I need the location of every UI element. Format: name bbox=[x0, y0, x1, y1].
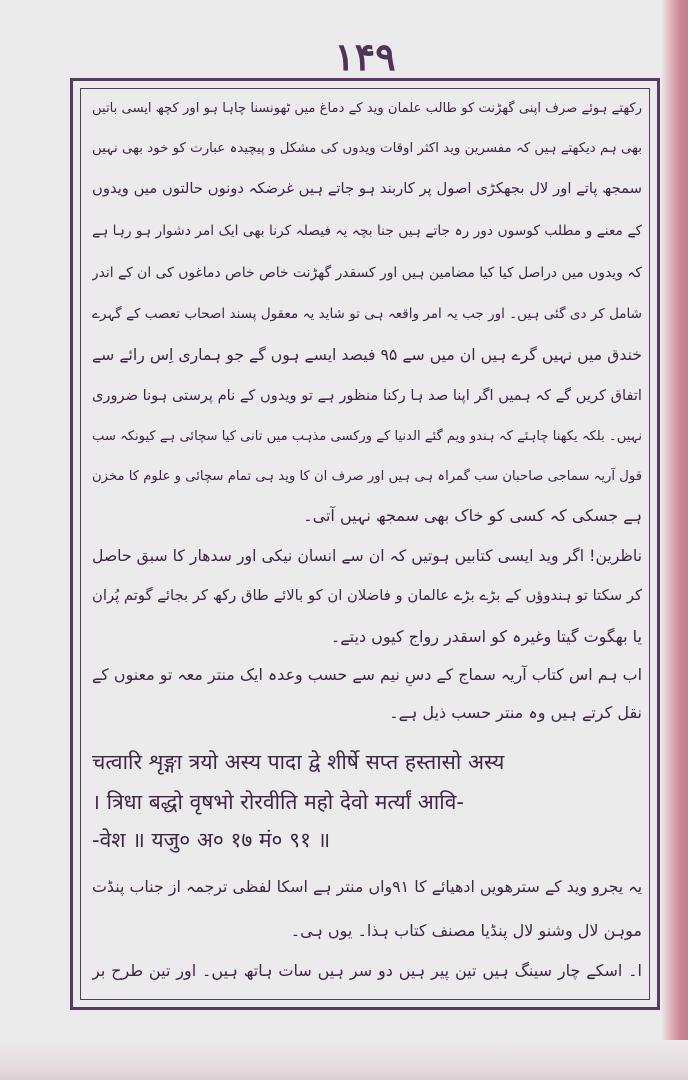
urdu-text-line-2: بھی ہم دیکھتے ہیں کہ مفسرین وید اکثر اوقات ویدوں کی مشکل و پیچیدہ عبارت کو خود بھی نہیں bbox=[92, 141, 642, 156]
urdu-text-line-3: سمجھ پاتے اور لال بجھکڑی اصول پر کاربند ہو جاتے ہیں غرضکہ دونوں حالتوں میں ویدوں bbox=[92, 180, 642, 197]
urdu-text-line-1: رکھتے ہوئے صرف اپنی گھڑنت کو طالب علمان وید کے دماغ میں ٹھونسنا چاہا ہو اور کچھ ایسی باتیں bbox=[92, 101, 642, 116]
urdu-footer-line-1: یہ یجرو وید کے سترھویں ادھیائے کا ۹۱واں منتر ہے اسکا لفظی ترجمہ از جناب پنڈت bbox=[92, 877, 642, 896]
urdu-text-line-8: اتفاق کریں گے کہ ہمیں اگر اپنا صد ہا رکنا منظور ہے تو ویدوں کے نام پرستی ہونا ضروری bbox=[92, 387, 642, 404]
page-bottom-margin bbox=[0, 1040, 688, 1080]
urdu-footer-line-2: موہن لال وشنو لال پنڈیا مصنف کتاب ہذا۔ یوں ہی۔ bbox=[290, 921, 642, 940]
mantra-line-1: चत्वारि शृङ्गा त्रयो अस्य पादा द्वे शीर्षे सप्त हस्तासो अस्य bbox=[92, 750, 505, 774]
urdu-text-line-7: خندق میں نہیں گرے ہیں ان میں سے ۹۵ فیصد ایسے ہوں گے جو ہماری اِس رائے سے bbox=[92, 345, 642, 364]
page-number: ۱۴۹ bbox=[334, 34, 396, 79]
urdu-text-line-11: ہے جسکی کہ کسی کو خاک بھی سمجھ نہیں آتی۔ bbox=[303, 506, 642, 525]
urdu-text-line-9: نہیں۔ بلکہ یکھنا چاہئے کہ ہندو ویم گئے الدنیا کے ورکسی مذہب میں تانی کیا سچائی ہے کیونکہ سب bbox=[92, 429, 642, 444]
urdu-text-line-5: کہ ویدوں میں دراصل کیا کیا مضامین ہیں اور کسقدر گھڑنت خاص خاص دماغوں کی ان کے اندر bbox=[92, 265, 642, 281]
urdu-text-line-10: قول آریہ سماجی صاحبان سب گمراہ ہی ہیں اور صرف ان کا وید ہی تمام سچائی و علوم کا مخزن bbox=[92, 469, 642, 484]
urdu-text-line-6: شامل کر دی گئی ہیں۔ اور جب یہ امر واقعہ ہی تو شاید یہ معقول پسند اصحاب تعصب کے گہرے bbox=[92, 306, 642, 322]
urdu-text-line-12: ناظرین! اگر وید ایسی کتابیں ہوتیں کہ ان سے انسان نیکی اور سدھار کا سبق حاصل bbox=[92, 546, 642, 565]
mantra-line-3: -वेश ॥ यजु० अ० १७ मं० ९१ ॥ bbox=[92, 828, 331, 852]
urdu-text-line-13: کر سکتا تو ہندوؤں کے بڑے بڑے عالمان و فاضلان ان کو بالائے طاق رکھ کر بجائے گوتم پُران bbox=[92, 587, 642, 604]
mantra-line-2: । त्रिधा बद्धो वृषभो रोरवीति महो देवो मर्त्यां आवि- bbox=[92, 790, 464, 814]
page-edge-shadow bbox=[662, 0, 688, 1080]
urdu-text-line-14: یا بھگوت گیتا وغیرہ کو اسقدر رواج کیوں دیتے۔ bbox=[330, 627, 642, 646]
urdu-footer-line-3: ا۔ اسکے چار سینگ ہیں تین پیر ہیں دو سر ہیں سات ہاتھ ہیں۔ اور تین طرح بر bbox=[92, 961, 642, 980]
urdu-text-line-4: کے معنے و مطلب کوسوں دور رہ جاتے ہیں جنا بچہ یہ فیصلہ کرنا بھی ایک امر دشوار ہو رہا ہے bbox=[92, 223, 642, 239]
urdu-text-line-15: اب ہم اس کتاب آریہ سماج کے دسِ نیم سے حسب وعدہ ایک منتر معہ تو معنوں کے bbox=[92, 665, 642, 684]
urdu-text-line-16: نقل کرتے ہیں وہ منتر حسب ذیل ہے۔ bbox=[389, 703, 642, 722]
